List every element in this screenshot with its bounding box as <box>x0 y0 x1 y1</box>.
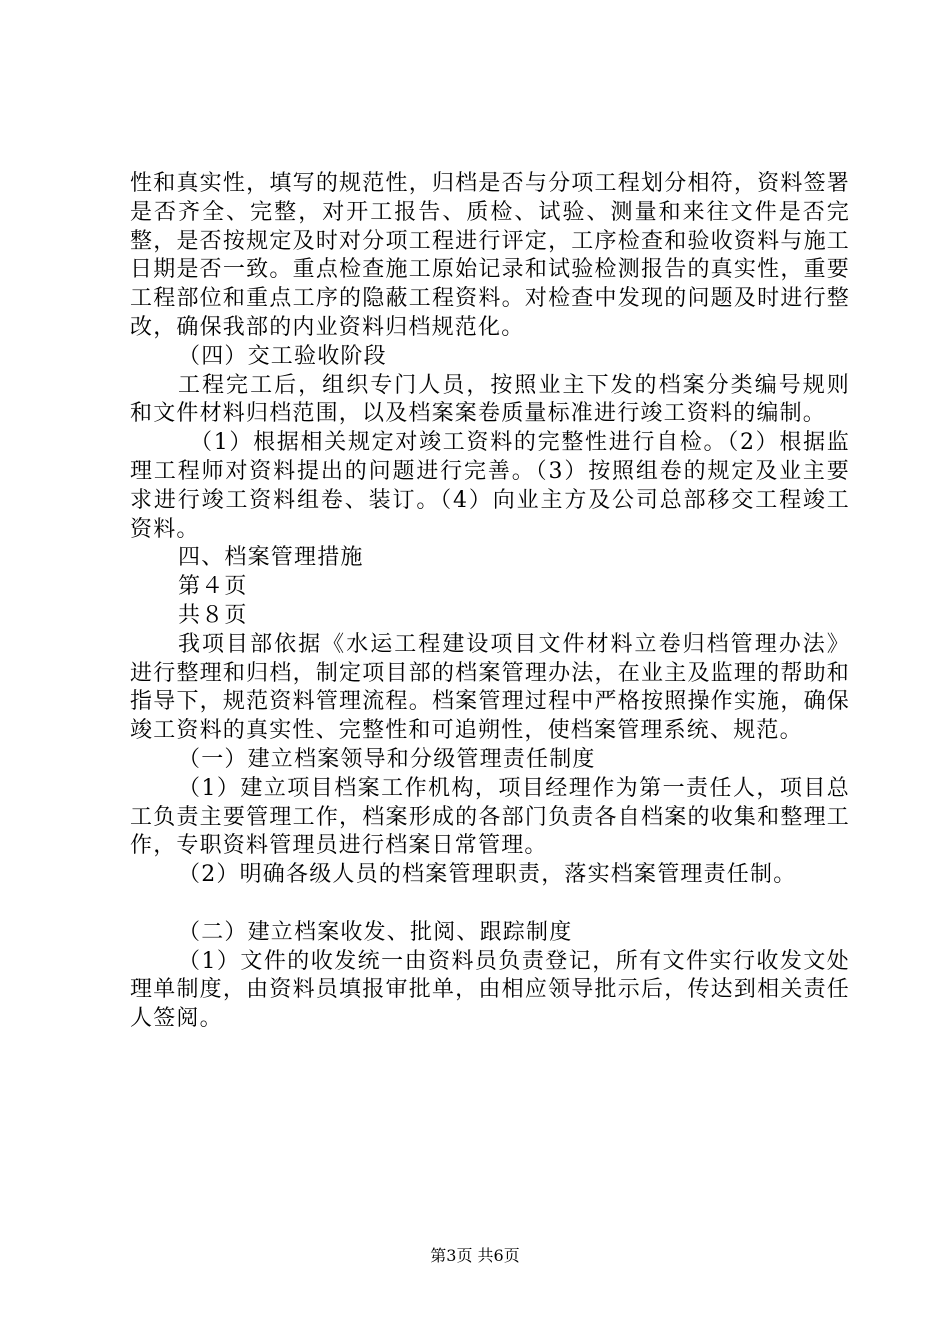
page-mark-current: 第４页 <box>178 574 248 600</box>
heading-responsibility-system: （一）建立档案领导和分级管理责任制度 <box>178 746 596 772</box>
heading-dispatch-system: （二）建立档案收发、批阅、跟踪制度 <box>178 919 573 945</box>
paragraph-archive-organization: （1）建立项目档案工作机构，项目经理作为第一责任人，项目总工负责主要管理工作，档案形成的各部门负责各自档案的收集和整理工作，专职资料管理员进行档案日常管理。 <box>130 775 850 859</box>
paragraph-dispatch: （1）文件的收发统一由资料员负责登记，所有文件实行收发文处理单制度，由资料员填报审批单，由相应领导批示后，传达到相关责任人签阅。 <box>130 948 850 1032</box>
paragraph-completion-steps: （1）根据相关规定对竣工资料的完整性进行自检。（2）根据监理工程师对资料提出的问题进行完善。（3）按照组卷的规定及业主要求进行竣工资料组卷、装订。（4）向业主方及公司总部移交工程竣工资料。 <box>130 430 850 542</box>
page-footer: 第3页 共6页 <box>430 1246 520 1265</box>
paragraph-archive-basis: 我项目部依据《水运工程建设项目文件材料立卷归档管理办法》进行整理和归档，制定项目部的档案管理办法，在业主及监理的帮助和指导下，规范资料管理流程。档案管理过程中严格按照操作实施，确保竣工资料的真实性、完整性和可追朔性，使档案管理系统、规范。 <box>130 631 850 744</box>
paragraph-completion: 工程完工后，组织专门人员，按照业主下发的档案分类编号规则和文件材料归档范围，以及档案案卷质量标准进行竣工资料的编制。 <box>130 372 850 427</box>
document-body <box>130 170 850 1034</box>
blank-line <box>130 890 850 919</box>
heading-archive-measures: 四、档案管理措施 <box>178 545 364 571</box>
paragraph-responsibilities: （2）明确各级人员的档案管理职责，落实档案管理责任制。 <box>178 862 797 888</box>
paragraph-inspection: 性和真实性，填写的规范性，归档是否与分项工程划分相符，资料签署是否齐全、完整，对开工报告、质检、试验、测量和来往文件是否完整，是否按规定及时对分项工程进行评定，工序检查和验收资料与施工日期是否一致。重点检查施工原始记录和试验检测报告的真实性，重要工程部位和重点工序的隐蔽工程资料。对检查中发现的问题及时进行整改，确保我部的内业资料归档规范化。 <box>130 171 850 340</box>
page-mark-total: 共８页 <box>178 602 248 628</box>
heading-handover-acceptance: （四）交工验收阶段 <box>178 343 387 369</box>
